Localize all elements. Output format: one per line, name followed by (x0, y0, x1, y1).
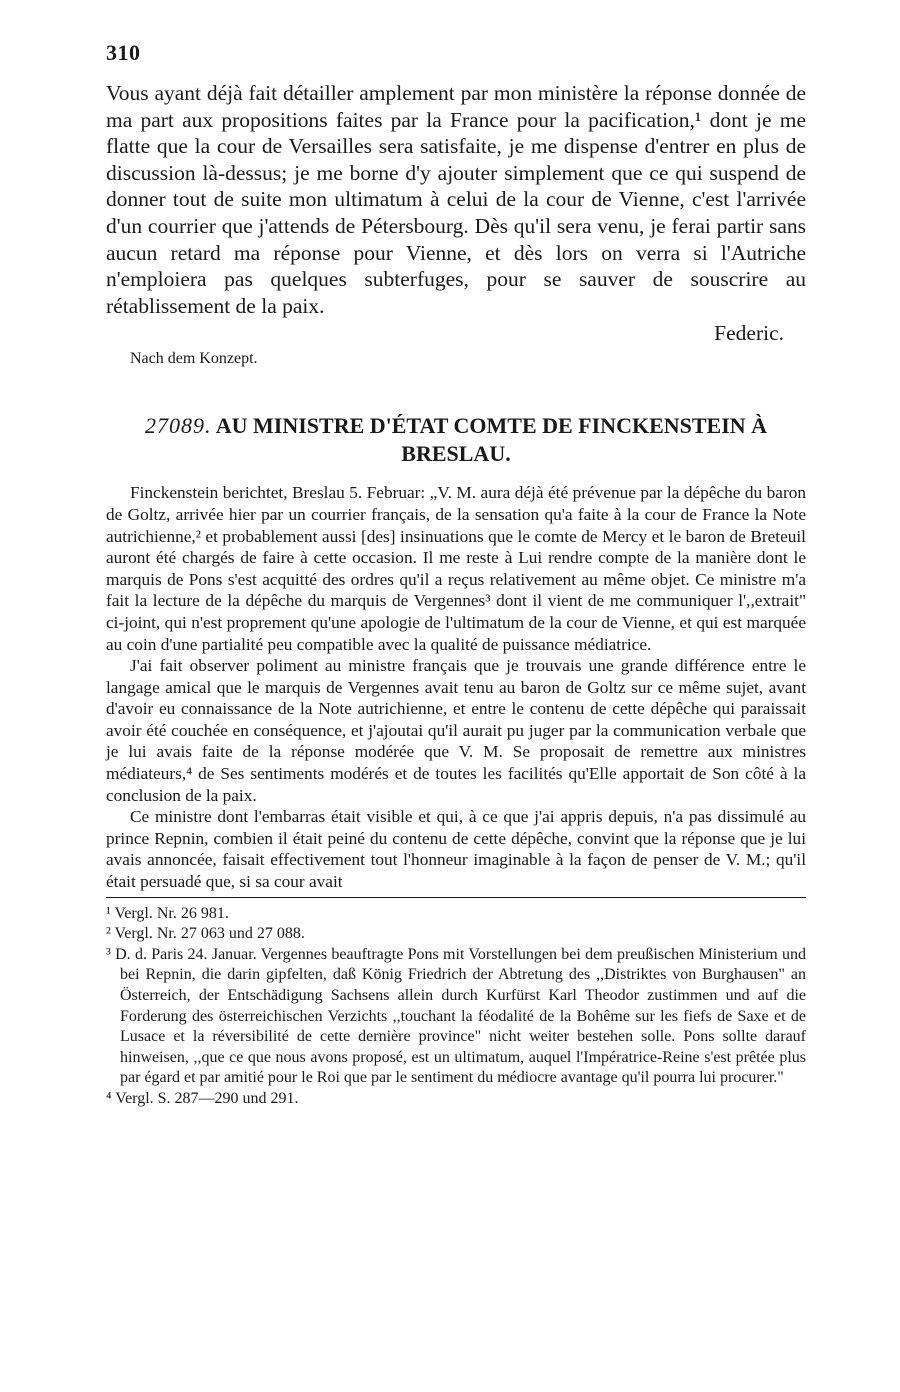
footnote-divider (106, 897, 806, 898)
report-paragraph: Finckenstein berichtet, Breslau 5. Februar: „V. M. aura déjà été prévenue par la dépêche du baron de Goltz, arrivée hier par un courrier français, de la sensation qu'a faite à la cour de France la Note autrichienne,² et probablement aussi [des] insinuations que le comte de Mercy et le baron de Breteuil auront été chargés de faire à cette occasion. Il me reste à Lui rendre compte de la manière dont le marquis de Pons s'est acquitté des ordres qu'il a reçus relativement au même objet. Ce ministre m'a fait la lecture de la dépêche du marquis de Vergennes³ dont il vient de me communiquer l',,extrait" ci-joint, qui n'est proprement qu'une apologie de l'ultimatum de la cour de Vienne, et qui est marquée au coin d'une partialité peu compatible avec la qualité de puissance médiatrice. (106, 483, 806, 654)
report-paragraph: J'ai fait observer poliment au ministre français que je trouvais une grande différence entre le langage amical que le marquis de Vergennes avait tenu au baron de Goltz sur ce même sujet, avant d'avoir eu connaissance de la Note autrichienne, et entre le contenu de cette dépêche qui paraissait avoir été couchée en conséquence, et j'ajoutai qu'il aurait pu juger par la communication verbale que je lui avais faite de la réponse modérée que V. M. Se proposait de remettre aux ministres médiateurs,⁴ de Ses sentiments modérés et de toutes les facilités qu'Elle apportait de Son côté à la conclusion de la paix. (106, 656, 806, 805)
document-heading (106, 412, 806, 468)
footnote: ¹ Vergl. Nr. 26 981. (106, 904, 229, 922)
document-title-line1: AU MINISTRE D'ÉTAT COMTE DE FINCKENSTEIN À (215, 413, 768, 439)
page-number: 310 (106, 40, 141, 65)
signature: Federic. (714, 321, 784, 346)
letter-body: Vous ayant déjà fait détailler amplement par mon ministère la réponse donnée de ma part aux propositions faites par la France pour la pacification,¹ dont je me flatte que la cour de Versailles sera satisfaite, je me dispense d'entrer en plus de discussion là-dessus; je me borne d'y ajouter simplement que ce qui suspend de donner tout de suite mon ultimatum à celui de la cour de Vienne, c'est l'arrivée d'un courrier que j'attends de Pétersbourg. Dès qu'il sera venu, je ferai partir sans aucun retard ma réponse pour Vienne, et dès lors on verra si l'Autriche n'emploiera pas quelques subterfuges, pour se sauver de souscrire au rétablissement de la paix. (106, 81, 806, 318)
report-paragraph: Ce ministre dont l'embarras était visible et qui, à ce que j'ai appris depuis, n'a pas dissimulé au prince Repnin, combien il était peiné du contenu de cette dépêche, convint que la réponse que je lui avais annoncée, faisait effectivement tout l'honneur imaginable à la façon de penser de V. M.; qu'il était persuadé que, si sa cour avait (106, 807, 806, 892)
document-number: 27089. (144, 413, 212, 439)
footnote: ² Vergl. Nr. 27 063 und 27 088. (106, 925, 305, 943)
source-note: Nach dem Konzept. (130, 350, 258, 368)
footnote: ⁴ Vergl. S. 287—290 und 291. (106, 1089, 299, 1107)
document-page (106, 40, 806, 1110)
document-title-line2: BRESLAU. (401, 441, 511, 467)
footnote: ³ D. d. Paris 24. Januar. Vergennes beauftragte Pons mit Vorstellungen bei dem preußischen Ministerium und bei Repnin, die darin gipfelten, daß König Friedrich der Abtretung des ,,Distriktes von Burghausen" an Österreich, der Entschädigung Sachsens allein durch Kurfürst Karl Theodor zustimmen und auf die Forderung des österreichischen Verzichts ,,touchant la féodalité de la Bohême sur les fiefs de Saxe et de Lusace et la réversibilité de cette dernière province" nicht weiter bestehen solle. Pons sollte darauf hinweisen, ,,que ce que nous avons proposé, est un ultimatum, auquel l'Impératrice-Reine s'est prêtée plus par égard et par amitié pour le Roi que par le sentiment du médiocre avantage qu'il pourra lui procurer." (106, 945, 806, 1087)
